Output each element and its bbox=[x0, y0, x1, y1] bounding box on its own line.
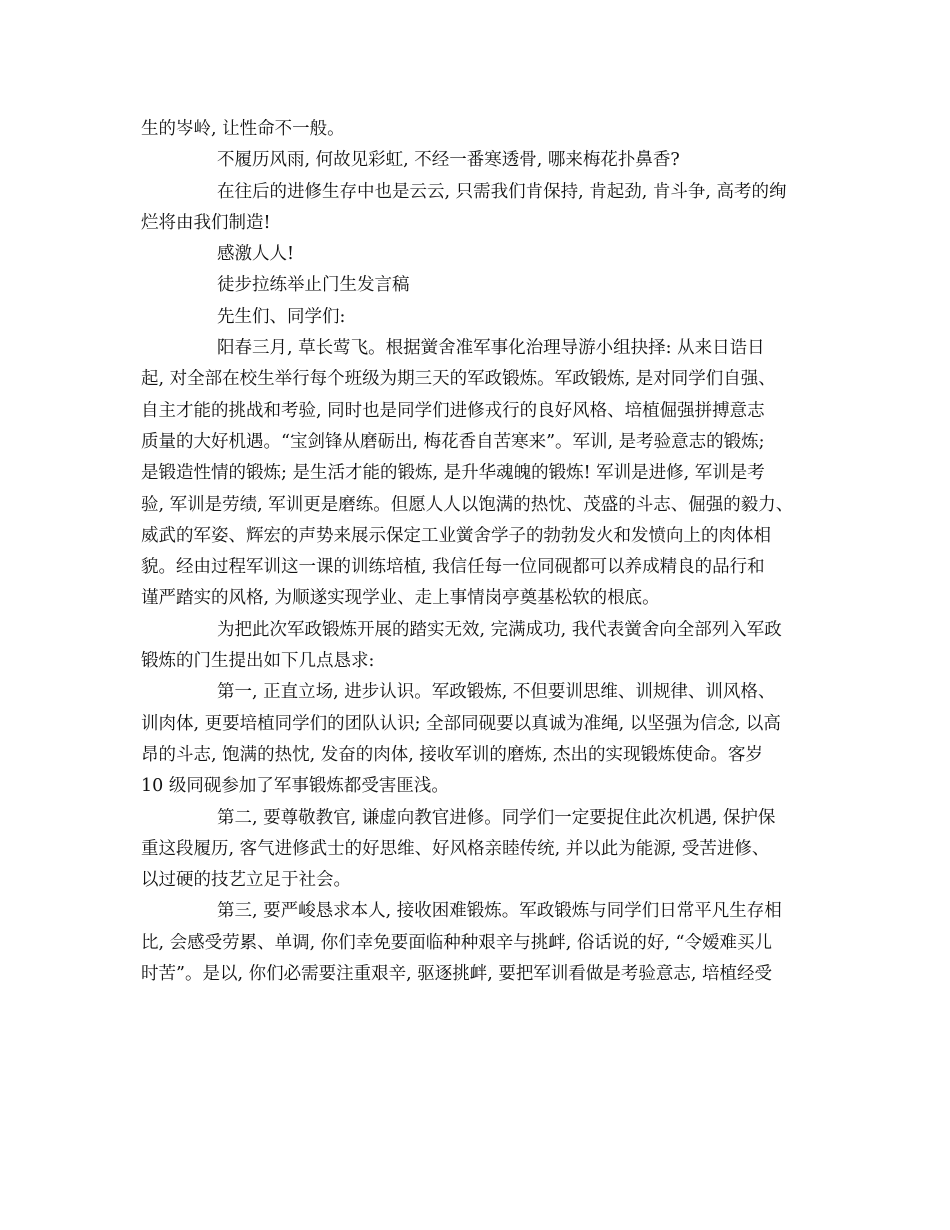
text-line: 自主才能的挑战和考验, 同时也是同学们进修戎行的良好风格、培植倔强拼搏意志 bbox=[141, 400, 765, 421]
text-line: 生的岑岭, 让性命不一般。 bbox=[141, 119, 345, 139]
text-line: 貌。经由过程军训这一课的训练培植, 我信任每一位同砚都可以养成精良的品行和 bbox=[141, 557, 765, 578]
text-line: 以过硬的技艺立足于社会。 bbox=[141, 870, 351, 891]
text-line: 不履历风雨, 何故见彩虹, 不经一番寒透骨, 哪来梅花扑鼻香? bbox=[217, 150, 680, 171]
text-line: 烂将由我们制造! bbox=[141, 212, 271, 233]
document-body bbox=[141, 114, 813, 990]
text-line: 比, 会感受劳累、单调, 你们幸免要面临种种艰辛与挑衅, 俗话说的好, “令嫒难买儿 bbox=[141, 932, 772, 953]
text-line: 起, 对全部在校生举行每个班级为期三天的军政锻炼。军政锻炼, 是对同学们自强、 bbox=[141, 369, 776, 390]
text-line: 验, 军训是劳绩, 军训更是磨练。但愿人人以饱满的热忱、茂盛的斗志、倔强的毅力、 bbox=[141, 494, 794, 515]
text-line: 威武的军姿、辉宏的声势来展示保定工业黉舍学子的勃勃发火和发愤向上的肉体相 bbox=[141, 525, 771, 546]
text-line: 时苦”。是以, 你们必需要注重艰辛, 驱逐挑衅, 要把军训看做是考验意志, 培植经受 bbox=[141, 964, 772, 985]
text-line: 10 级同砚参加了军事锻炼都受害匪浅。 bbox=[141, 776, 449, 797]
text-line: 重这段履历, 客气进修武士的好思维、好风格亲睦传统, 并以此为能源, 受苦进修、 bbox=[141, 838, 770, 859]
text-line: 第一, 正直立场, 进步认识。军政锻炼, 不但要训思维、训规律、训风格、 bbox=[217, 682, 776, 703]
text-line: 是锻造性情的锻炼; 是生活才能的锻炼, 是升华魂魄的锻炼! 军训是进修, 军训是考 bbox=[141, 463, 765, 484]
text-line: 质量的大好机遇。“宝剑锋从磨砺出, 梅花香自苦寒来”。军训, 是考验意志的锻炼; bbox=[141, 431, 765, 452]
text-line: 第二, 要尊敬教官, 谦虚向教官进修。同学们一定要捉住此次机遇, 保护保 bbox=[217, 807, 776, 828]
text-line: 第三, 要严峻恳求本人, 接收困难锻炼。军政锻炼与同学们日常平凡生存相 bbox=[217, 901, 782, 922]
text-line: 训肉体, 更要培植同学们的团队认识; 全部同砚要以真诚为准绳, 以坚强为信念, 以高 bbox=[141, 713, 781, 734]
text-line: 先生们、同学们: bbox=[217, 306, 346, 327]
text-line: 徒步拉练举止门生发言稿 bbox=[217, 275, 410, 296]
text-line: 谨严踏实的风格, 为顺遂实现学业、走上事情岗亭奠基松软的根底。 bbox=[141, 588, 660, 609]
text-line: 为把此次军政锻炼开展的踏实无效, 完满成功, 我代表黉舍向全部列入军政 bbox=[217, 619, 782, 640]
text-line: 阳春三月, 草长莺飞。根据黉舍准军事化治理导游小组抉择: 从来日诰日 bbox=[217, 338, 765, 359]
text-line: 感激人人! bbox=[217, 244, 295, 265]
text-line: 在往后的进修生存中也是云云, 只需我们肯保持, 肯起劲, 肯斗争, 高考的绚 bbox=[217, 181, 787, 202]
text-line: 昂的斗志, 饱满的热忱, 发奋的肉体, 接收军训的磨炼, 杰出的实现锻炼使命。客岁 bbox=[141, 744, 763, 765]
text-line: 锻炼的门生提出如下几点恳求: bbox=[141, 651, 375, 672]
